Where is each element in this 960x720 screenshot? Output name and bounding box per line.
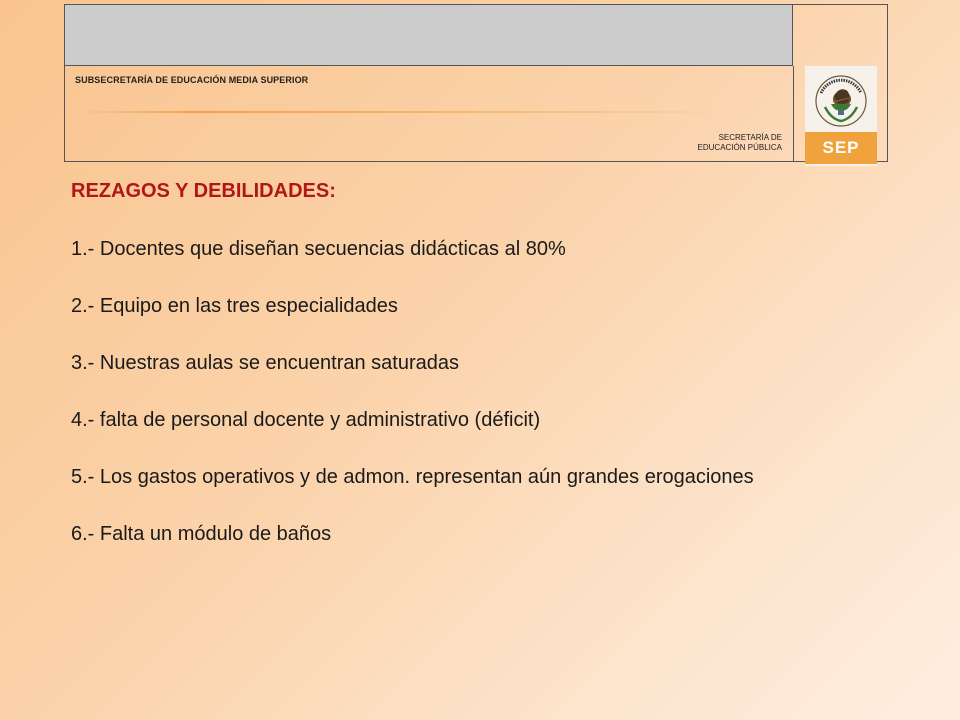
page-title: REZAGOS Y DEBILIDADES: bbox=[71, 180, 336, 202]
header-right-cell bbox=[793, 4, 888, 66]
subsecretaria-label: SUBSECRETARÍA DE EDUCACIÓN MEDIA SUPERIOR bbox=[75, 75, 309, 85]
orange-accent-line bbox=[76, 111, 736, 113]
list-item: 1.- Docentes que diseñan secuencias didácticas al 80% bbox=[71, 238, 566, 260]
mexican-coat-of-arms-icon bbox=[809, 70, 873, 132]
list-item: 6.- Falta un módulo de baños bbox=[71, 523, 332, 545]
header bbox=[64, 4, 888, 162]
list-item: 4.- falta de personal docente y administrativo (déficit) bbox=[71, 409, 541, 431]
sep-logo bbox=[805, 66, 877, 166]
sep-logo-text: SEP bbox=[822, 138, 860, 157]
secretaria-label bbox=[698, 133, 782, 153]
secretaria-line-1: SECRETARÍA DE bbox=[718, 133, 782, 142]
header-gray-band bbox=[64, 4, 793, 66]
main-content bbox=[71, 180, 831, 577]
header-divider bbox=[793, 66, 794, 162]
list-item: 3.- Nuestras aulas se encuentran saturadas bbox=[71, 352, 459, 374]
list-item: 5.- Los gastos operativos y de admon. representan aún grandes erogaciones bbox=[71, 466, 754, 488]
list-item: 2.- Equipo en las tres especialidades bbox=[71, 295, 398, 317]
sep-band bbox=[805, 132, 877, 164]
secretaria-line-2: EDUCACIÓN PÚBLICA bbox=[697, 143, 782, 152]
